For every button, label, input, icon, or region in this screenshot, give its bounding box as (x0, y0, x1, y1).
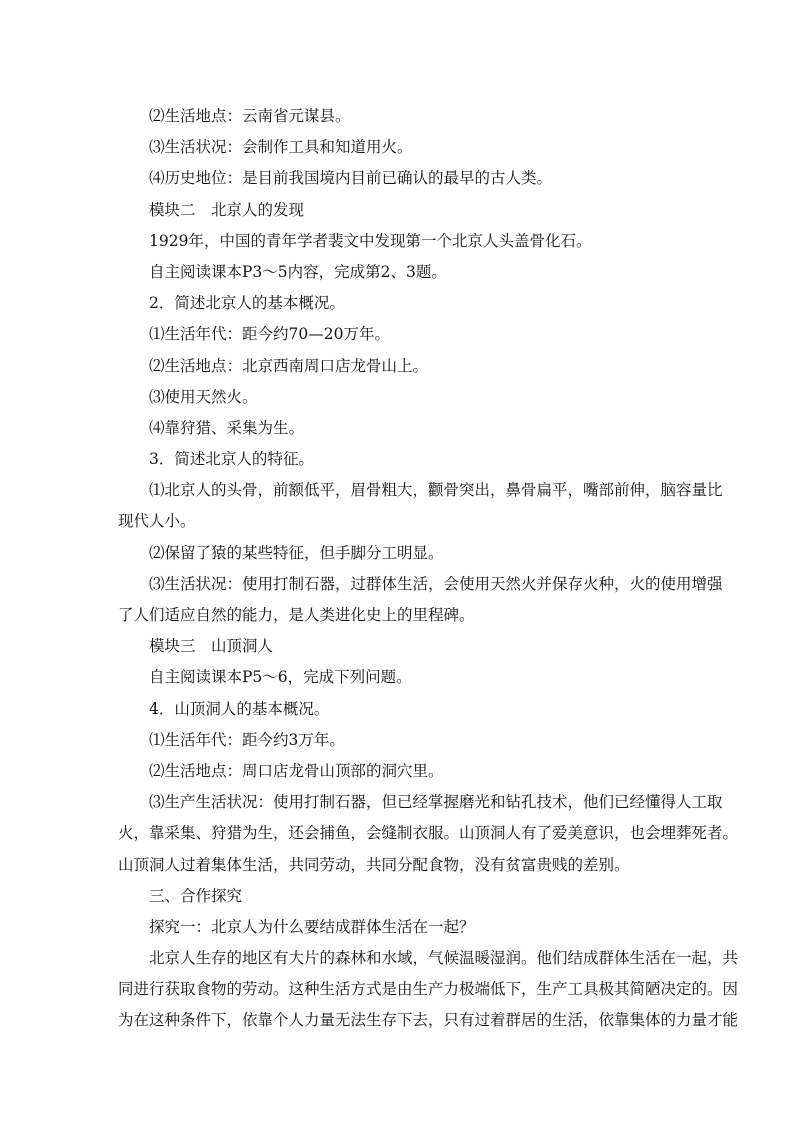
document-page (118, 101, 739, 1037)
text-line: ⑵生活地点：北京西南周口店龙骨山上。 (149, 356, 429, 375)
text-line: 自主阅读课本P5～6，完成下列问题。 (149, 668, 412, 687)
text-line: 火，靠采集、狩猎为生，还会捕鱼，会缝制衣服。山顶洞人有了爱美意识，也会埋葬死者。 (118, 824, 739, 843)
text-line: ⑵生活地点：周口店龙骨山顶部的洞穴里。 (149, 761, 444, 780)
text-line: ⑵生活地点：云南省元谋县。 (149, 107, 351, 125)
text-line: 北京人生存的地区有大片的森林和水域，气候温暖湿润。他们结成群体生活在一起，共 (149, 949, 739, 968)
text-line: 现代人小。 (118, 512, 196, 531)
question-heading: 2．简述北京人的基本概况。 (149, 294, 345, 313)
text-line: ⑶生活状况：会制作工具和知道用火。 (149, 138, 413, 157)
text-line: ⑷历史地位：是目前我国境内目前已确认的最早的古人类。 (149, 169, 553, 188)
question-heading: 4．山顶洞人的基本概况。 (149, 699, 330, 718)
text-line: ⑶使用天然火。 (149, 387, 258, 406)
text-line: ⑷靠狩猎、采集为生。 (149, 418, 305, 437)
section-heading: 模块三 山顶洞人 (149, 637, 274, 656)
text-line: ⑴生活年代：距今约3万年。 (149, 730, 345, 749)
text-line: ⑴生活年代：距今约70—20万年。 (149, 325, 390, 344)
section-heading: 模块二 北京人的发现 (149, 200, 305, 219)
text-line: ⑵保留了猿的某些特征，但手脚分工明显。 (149, 543, 444, 562)
section-heading: 三、合作探究 (149, 886, 243, 905)
question-heading: 探究一：北京人为什么要结成群体生活在一起？ (149, 917, 475, 936)
text-line: 山顶洞人过着集体生活，共同劳动，共同分配食物，没有贫富贵贱的差别。 (118, 855, 630, 874)
text-line: 自主阅读课本P3～5内容，完成第2、3题。 (149, 262, 447, 281)
text-line: ⑶生产生活状况：使用打制石器，但已经掌握磨光和钻孔技术，他们已经懂得人工取 (149, 793, 723, 812)
text-line: 为在这种条件下，依靠个人力量无法生存下去，只有过着群居的生活，依靠集体的力量才能 (118, 1011, 739, 1030)
text-line: 了人们适应自然的能力，是人类进化史上的里程碑。 (118, 606, 475, 624)
text-line: ⑴北京人的头骨，前额低平，眉骨粗大，颧骨突出，鼻骨扁平，嘴部前伸，脑容量比 (149, 481, 723, 500)
text-line: 1929年，中国的青年学者裴文中发现第一个北京人头盖骨化石。 (149, 231, 592, 250)
text-line: ⑶生活状况：使用打制石器，过群体生活，会使用天然火并保存火种，火的使用增强 (149, 574, 723, 593)
question-heading: 3．简述北京人的特征。 (149, 450, 314, 469)
text-line: 同进行获取食物的劳动。这种生活方式是由生产力极端低下，生产工具极其简陋决定的。因 (118, 980, 739, 999)
